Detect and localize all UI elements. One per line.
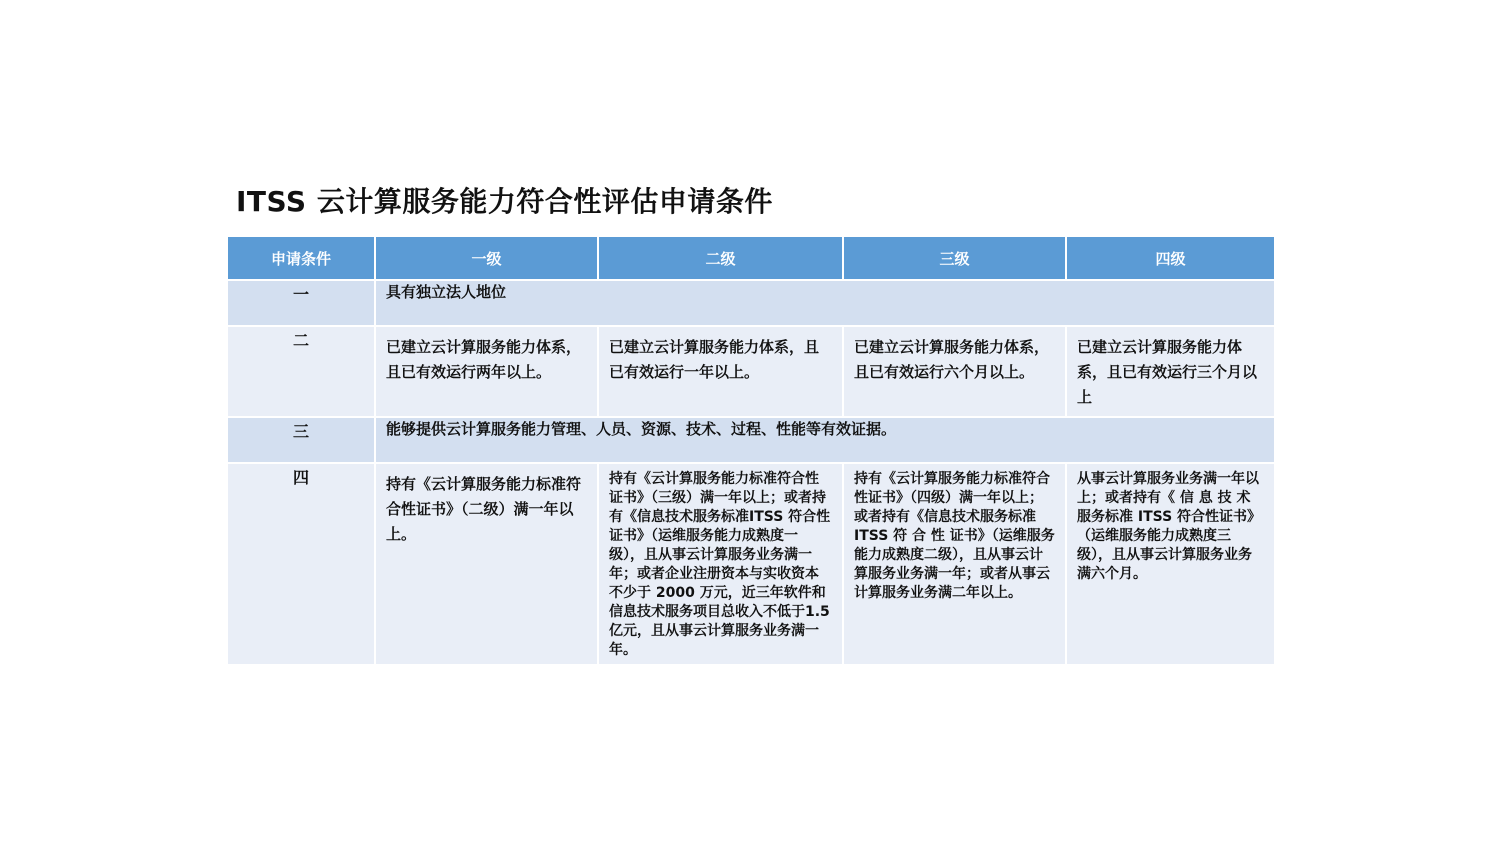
- header-level-1: 一级: [375, 236, 598, 280]
- table-row: [227, 280, 1275, 326]
- row-label: 一: [227, 280, 375, 326]
- table-cell: 已建立云计算服务能力体系，且已有效运行三个月以上: [1066, 326, 1275, 417]
- table-header-row: [227, 236, 1275, 280]
- table-row: [227, 326, 1275, 417]
- merged-cell: 具有独立法人地位: [375, 280, 1275, 326]
- row-label: 二: [227, 326, 375, 417]
- table-cell: 从事云计算服务业务满一年以上；或者持有《 信 息 技 术 服务标准 ITSS 符合性证书》（运维服务能力成熟度三级），且从事云计算服务业务满六个月。: [1066, 463, 1275, 665]
- table-cell: 已建立云计算服务能力体系，且已有效运行两年以上。: [375, 326, 598, 417]
- table-cell: 持有《云计算服务能力标准符合性证书》（三级）满一年以上；或者持有《信息技术服务标准ITSS 符合性证书》（运维服务能力成熟度一级），且从事云计算服务业务满一年；或者企业注册资本与实收资本不少于 2000 万元，近三年软件和信息技术服务项目总收入不低于1.5 亿元，且从事云计算服务业务满一年。: [598, 463, 843, 665]
- slide-title: ITSS 云计算服务能力符合性评估申请条件: [236, 185, 773, 218]
- table-row: [227, 417, 1275, 463]
- table-cell: 持有《云计算服务能力标准符合性证书》（二级）满一年以上。: [375, 463, 598, 665]
- table-cell: 已建立云计算服务能力体系，且已有效运行六个月以上。: [843, 326, 1066, 417]
- criteria-table: [226, 235, 1276, 666]
- table-cell: 已建立云计算服务能力体系，且已有效运行一年以上。: [598, 326, 843, 417]
- table-cell: 持有《云计算服务能力标准符合性证书》（四级）满一年以上；或者持有《信息技术服务标准 ITSS 符 合 性 证书》（运维服务能力成熟度二级），且从事云计算服务业务满一年；或者从事云计算服务业务满二年以上。: [843, 463, 1066, 665]
- row-label: 四: [227, 463, 375, 665]
- merged-cell: 能够提供云计算服务能力管理、人员、资源、技术、过程、性能等有效证据。: [375, 417, 1275, 463]
- header-level-3: 三级: [843, 236, 1066, 280]
- header-level-2: 二级: [598, 236, 843, 280]
- row-label: 三: [227, 417, 375, 463]
- table-row: [227, 463, 1275, 665]
- header-conditions: 申请条件: [227, 236, 375, 280]
- header-level-4: 四级: [1066, 236, 1275, 280]
